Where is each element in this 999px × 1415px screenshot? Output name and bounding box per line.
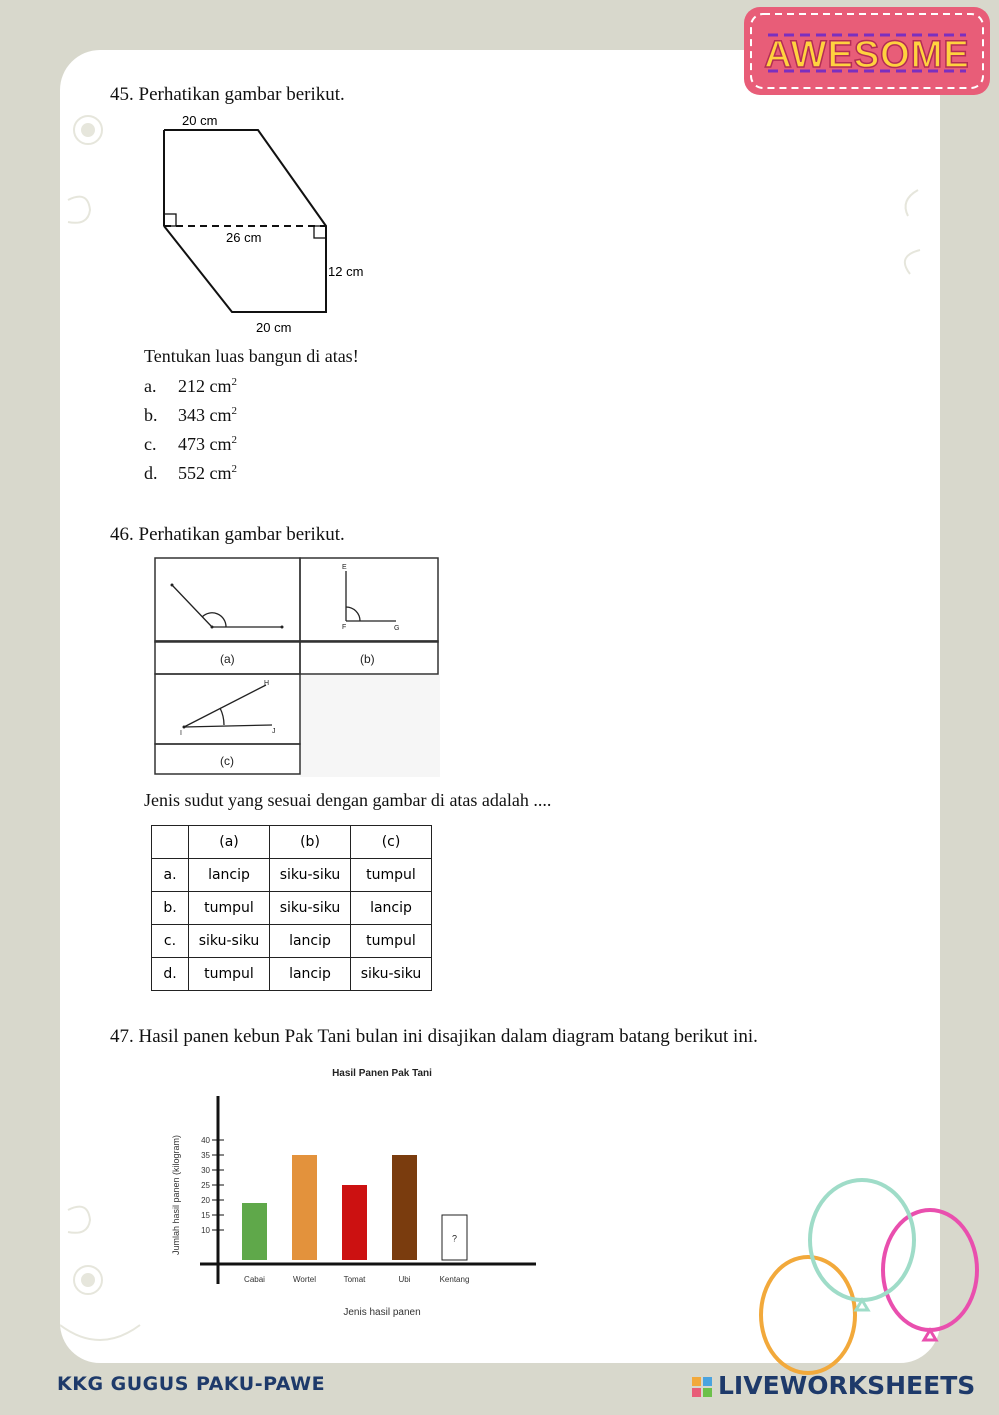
caption-a: (a) bbox=[220, 652, 235, 666]
chart-xlabel: Jenis hasil panen bbox=[343, 1307, 421, 1318]
point-g: G bbox=[394, 625, 400, 632]
y-tick-label: 10 bbox=[201, 1226, 210, 1235]
x-tick-label: Wortel bbox=[293, 1275, 316, 1284]
point-i: I bbox=[180, 730, 182, 737]
table-cell: b. bbox=[152, 892, 189, 925]
q45-figure bbox=[150, 108, 390, 340]
option-sup: 2 bbox=[231, 405, 237, 417]
table-cell: siku-siku bbox=[270, 859, 351, 892]
point-j: J bbox=[272, 728, 276, 735]
x-tick-label: Tomat bbox=[343, 1275, 366, 1284]
table-cell: siku-siku bbox=[189, 925, 270, 958]
q45-prompt: Tentukan luas bangun di atas! bbox=[144, 346, 359, 366]
footer-group-name: KKG GUGUS PAKU-PAWE bbox=[57, 1373, 326, 1395]
q45-title: 45. Perhatikan gambar berikut. bbox=[110, 84, 345, 105]
q45-option-a[interactable] bbox=[144, 376, 237, 397]
option-letter: b. bbox=[144, 405, 158, 425]
bar-tomat bbox=[342, 1185, 367, 1260]
bar-cabai bbox=[242, 1203, 267, 1260]
x-tick-label: Cabai bbox=[244, 1275, 265, 1284]
x-tick-label: Kentang bbox=[439, 1275, 470, 1284]
q45-option-b[interactable] bbox=[144, 405, 237, 426]
q47-title: 47. Hasil panen kebun Pak Tani bulan ini disajikan dalam diagram batang berikut ini. bbox=[110, 1026, 758, 1047]
table-header: (b) bbox=[270, 826, 351, 859]
label-middle: 26 cm bbox=[226, 230, 262, 245]
table-cell: d. bbox=[152, 958, 189, 991]
angle-figures bbox=[154, 557, 444, 779]
q46-prompt: Jenis sudut yang sesuai dengan gambar di atas adalah .... bbox=[144, 790, 552, 810]
bar-unknown-label: ? bbox=[451, 1233, 458, 1244]
table-cell: c. bbox=[152, 925, 189, 958]
table-cell: tumpul bbox=[351, 859, 432, 892]
caption-c: (c) bbox=[220, 754, 234, 768]
label-right: 12 cm bbox=[328, 264, 364, 279]
q45-option-d[interactable] bbox=[144, 463, 237, 484]
table-cell: lancip bbox=[351, 892, 432, 925]
option-letter: d. bbox=[144, 463, 158, 483]
table-cell: lancip bbox=[189, 859, 270, 892]
bar-wortel bbox=[292, 1155, 317, 1260]
table-cell: lancip bbox=[270, 958, 351, 991]
awesome-badge bbox=[742, 5, 992, 97]
table-cell: tumpul bbox=[189, 892, 270, 925]
liveworksheets-logo-icon bbox=[692, 1377, 712, 1397]
point-e: E bbox=[342, 564, 347, 571]
option-sup: 2 bbox=[231, 463, 237, 475]
label-bottom: 20 cm bbox=[256, 320, 292, 335]
balloons-decoration bbox=[752, 1175, 992, 1385]
point-f: F bbox=[342, 624, 347, 631]
chart-title: Hasil Panen Pak Tani bbox=[332, 1068, 432, 1079]
option-value: 343 cm bbox=[178, 405, 232, 425]
table-cell: tumpul bbox=[351, 925, 432, 958]
bar-ubi bbox=[392, 1155, 417, 1260]
label-top: 20 cm bbox=[182, 113, 218, 128]
table-cell: lancip bbox=[270, 925, 351, 958]
table-header: (a) bbox=[189, 826, 270, 859]
answer-table bbox=[151, 825, 432, 991]
caption-b: (b) bbox=[360, 652, 375, 666]
option-letter: c. bbox=[144, 434, 157, 454]
y-tick-label: 20 bbox=[201, 1196, 210, 1205]
y-tick-label: 35 bbox=[201, 1151, 210, 1160]
table-cell: tumpul bbox=[189, 958, 270, 991]
harvest-bar-chart bbox=[160, 1060, 560, 1325]
y-tick-label: 15 bbox=[201, 1211, 210, 1220]
table-cell: siku-siku bbox=[351, 958, 432, 991]
chart-ylabel: Jumlah hasil panen (kilogram) bbox=[171, 1134, 181, 1256]
table-row[interactable] bbox=[152, 859, 432, 892]
y-tick-label: 25 bbox=[201, 1181, 210, 1190]
option-value: 552 cm bbox=[178, 463, 232, 483]
point-h: H bbox=[264, 680, 270, 687]
option-sup: 2 bbox=[231, 434, 237, 446]
table-header bbox=[152, 826, 189, 859]
y-tick-label: 30 bbox=[201, 1166, 210, 1175]
table-header-row bbox=[152, 826, 432, 859]
table-cell: a. bbox=[152, 859, 189, 892]
x-tick-label: Ubi bbox=[398, 1275, 411, 1284]
option-letter: a. bbox=[144, 376, 157, 396]
table-row[interactable] bbox=[152, 925, 432, 958]
option-value: 212 cm bbox=[178, 376, 232, 396]
q45-option-c[interactable] bbox=[144, 434, 237, 455]
q46-title: 46. Perhatikan gambar berikut. bbox=[110, 524, 345, 545]
badge-text: AWESOME bbox=[764, 34, 970, 76]
table-header: (c) bbox=[351, 826, 432, 859]
option-value: 473 cm bbox=[178, 434, 232, 454]
option-sup: 2 bbox=[231, 376, 237, 388]
table-cell: siku-siku bbox=[270, 892, 351, 925]
liveworksheets-brand: LIVEWORKSHEETS bbox=[718, 1371, 976, 1400]
y-tick-label: 40 bbox=[201, 1136, 210, 1145]
table-row[interactable] bbox=[152, 958, 432, 991]
table-row[interactable] bbox=[152, 892, 432, 925]
